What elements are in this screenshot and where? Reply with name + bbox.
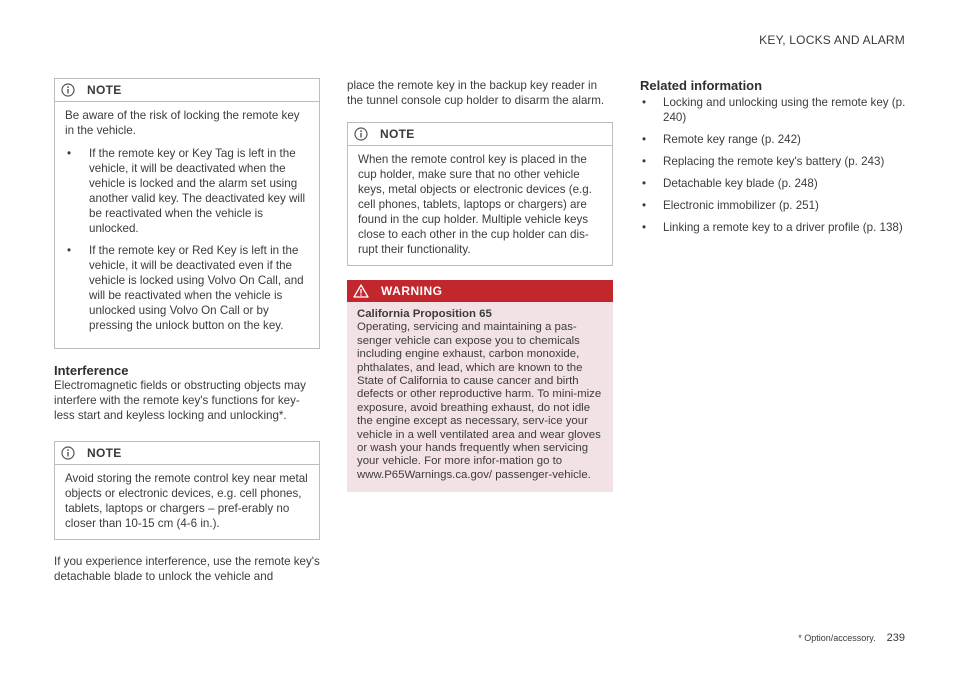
note-box-2 — [54, 441, 320, 540]
note-header — [348, 123, 612, 146]
related-link-item[interactable] — [640, 154, 906, 169]
note-intro: Be aware of the risk of locking the remote key in the vehicle. — [65, 109, 300, 137]
info-circle-icon — [354, 127, 368, 141]
note-title: NOTE — [87, 445, 122, 460]
warning-box — [347, 280, 613, 492]
related-information-heading: Related information — [640, 78, 763, 93]
warning-header — [347, 280, 613, 302]
note-text: When the remote control key is placed in the cup holder, make sure that no other vehicle keys, metal objects or electronic devices (e.g. cell phones, tablets, laptops or chargers) are found in the cup holder. Multiple vehicle keys close to each other in the cup holder can dis-rupt their functionality. — [358, 153, 592, 256]
warning-subtitle: California Proposition 65 — [357, 308, 492, 320]
continued-text: place the remote key in the backup key reader in the tunnel console cup holder to disarm the alarm. — [347, 79, 605, 107]
related-link-text[interactable]: Locking and unlocking using the remote key (p. 240) — [663, 96, 906, 124]
info-circle-icon — [61, 83, 75, 97]
related-link-item[interactable] — [640, 198, 906, 213]
page-number: 239 — [886, 632, 905, 644]
bullet-dot: • — [642, 133, 647, 146]
bullet-dot: • — [642, 221, 647, 234]
footnote: * Option/accessory. — [798, 633, 876, 643]
warning-title: WARNING — [381, 283, 443, 298]
warning-triangle-icon — [353, 284, 369, 298]
note-header — [55, 442, 319, 465]
note-title: NOTE — [87, 82, 122, 97]
related-link-item[interactable] — [640, 220, 906, 235]
related-links-list — [640, 95, 906, 235]
header-title: KEY, LOCKS AND ALARM — [759, 33, 905, 47]
warning-text: Operating, servicing and maintaining a pas-senger vehicle can expose you to chemicals including engine exhaust, carbon monoxide, phthalates, and lead, which are known to the State of California to cause cancer and birth defects or other reproductive harm. To mini-mize exposure, avoid breathing exhaust, do not idle the engine except as necessary, serv-ice your vehicle in a well ventilated area and wear gloves or wash your hands frequently when servicing your vehicle. For more infor-mation go to www.P65Warnings.ca.gov/ passenger-vehicle. — [357, 321, 602, 481]
interference-followup-text: If you experience interference, use the remote key's detachable blade to unlock the vehicle and — [54, 555, 320, 583]
bullet-dot: • — [67, 244, 72, 257]
note-box-1 — [54, 78, 320, 349]
note-bullet-text: If the remote key or Key Tag is left in the vehicle, it will be deactivated when the vehicle is locked and the alarm set using another valid key. The deactivated key will be reactivated when the vehicle is unlocked. — [89, 147, 306, 235]
note-title: NOTE — [380, 126, 415, 141]
related-link-text[interactable]: Electronic immobilizer (p. 251) — [663, 199, 819, 212]
related-link-item[interactable] — [640, 132, 906, 147]
interference-text: Electromagnetic fields or obstructing objects may interfere with the remote key's functions for key-less start and keyless locking and unlocking*. — [54, 379, 306, 422]
note-bullet-text: If the remote key or Red Key is left in the vehicle, it will be deactivated even if the vehicle is locked using Volvo On Call, and will be reactivated when the vehicle is unlocked using Volvo On Call or by pressing the unlock button on the key. — [89, 244, 304, 332]
related-link-text[interactable]: Linking a remote key to a driver profile (p. 138) — [663, 221, 903, 234]
note-body — [55, 465, 319, 531]
note-text: Avoid storing the remote control key near metal objects or electronic devices, e.g. cell phones, tablets, laptops or chargers – pref-erably no closer than 10-15 cm (4-6 in.). — [65, 472, 308, 530]
page-footer — [798, 632, 905, 644]
column-2 — [347, 78, 613, 492]
note-header — [55, 79, 319, 102]
bullet-dot: • — [642, 177, 647, 190]
bullet-dot: • — [642, 199, 647, 212]
column-3 — [640, 78, 906, 242]
column-1 — [54, 78, 320, 584]
note-bullet-list — [65, 146, 309, 333]
bullet-dot: • — [67, 147, 72, 160]
note-bullet-item — [65, 146, 309, 236]
note-box-3 — [347, 122, 613, 266]
warning-body — [347, 302, 613, 492]
info-circle-icon — [61, 446, 75, 460]
related-link-text[interactable]: Remote key range (p. 242) — [663, 133, 801, 146]
note-body — [348, 146, 612, 257]
related-link-item[interactable] — [640, 95, 906, 125]
bullet-dot: • — [642, 155, 647, 168]
interference-heading: Interference — [54, 363, 129, 378]
note-bullet-item — [65, 243, 309, 333]
related-link-text[interactable]: Replacing the remote key's battery (p. 243) — [663, 155, 885, 168]
related-link-text[interactable]: Detachable key blade (p. 248) — [663, 177, 818, 190]
related-link-item[interactable] — [640, 176, 906, 191]
bullet-dot: • — [642, 96, 647, 109]
note-body — [55, 102, 319, 333]
